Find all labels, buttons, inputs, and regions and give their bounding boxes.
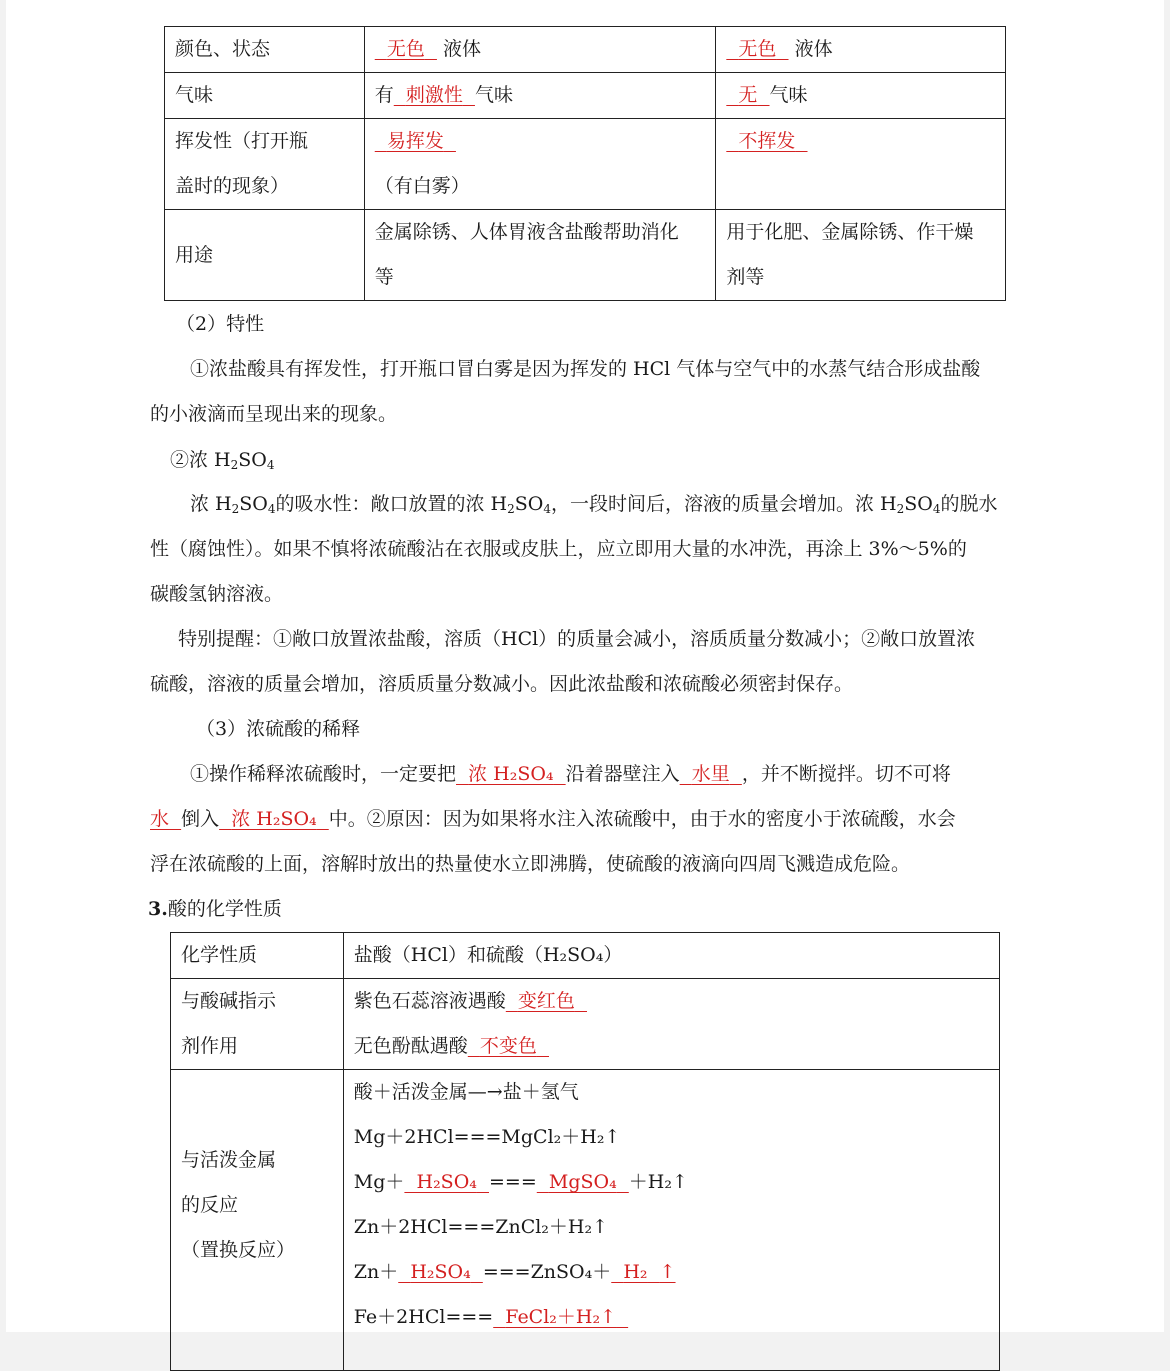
equation: Mg＋2HCl===MgCl₂＋H₂↑ bbox=[353, 1126, 621, 1148]
document-page bbox=[6, 0, 1164, 1332]
paragraph-line: 浮在浓硫酸的上面，溶解时放出的热量使水立即沸腾，使硫酸的液滴向四周飞溅造成危险。 bbox=[150, 853, 911, 875]
acid-properties-table bbox=[164, 26, 1006, 301]
answer-blank: 水 bbox=[150, 808, 170, 830]
paragraph-line: 性（腐蚀性）。如果不慎将浓硫酸沾在衣服或皮肤上，应立即用大量的水冲洗，再涂上 3%～5%的 bbox=[150, 538, 967, 560]
answer-blank: 变红色 bbox=[517, 990, 575, 1012]
table-row bbox=[165, 27, 1006, 73]
paragraph-line: 的小液滴而呈现出来的现象。 bbox=[150, 403, 398, 425]
table-row bbox=[171, 933, 1000, 979]
answer-blank: 无 bbox=[738, 84, 758, 106]
equation: 酸＋活泼金属—→盐＋氢气 bbox=[353, 1081, 579, 1103]
row-label: 用途 bbox=[165, 210, 365, 301]
table-row bbox=[165, 210, 1006, 301]
paragraph-line: 水 倒入 浓 H₂SO₄ 中。②原因：因为如果将水注入浓硫酸中，由于水的密度小于浓硫酸，水会 bbox=[150, 808, 956, 830]
answer-blank: MgSO₄ bbox=[548, 1171, 617, 1193]
row-label: 颜色、状态 bbox=[165, 27, 365, 73]
answer-blank: 无色 bbox=[386, 38, 425, 60]
answer-blank: 浓 H₂SO₄ bbox=[468, 763, 554, 785]
answer-blank: H₂ bbox=[623, 1261, 648, 1283]
sub-heading: ②浓 $H_2SO_4$ bbox=[170, 449, 275, 472]
answer-blank: 易挥发 bbox=[386, 130, 444, 152]
header-cell: 盐酸（HCl）和硫酸（H₂SO₄） bbox=[343, 933, 999, 979]
hcl-cell: 无色 液体 bbox=[364, 27, 716, 73]
row-label: 与活泼金属 的反应 （置换反应） bbox=[171, 1070, 344, 1371]
h2so4-cell: 无 气味 bbox=[716, 73, 1006, 119]
answer-blank: H₂SO₄ bbox=[410, 1261, 471, 1283]
table-row bbox=[165, 119, 1006, 210]
equation: Fe＋2HCl=== FeCl₂＋H₂↑ bbox=[354, 1295, 989, 1340]
row-label: 与酸碱指示 剂作用 bbox=[171, 979, 344, 1070]
paragraph-line: 碳酸氢钠溶液。 bbox=[150, 583, 284, 605]
answer-blank: 不挥发 bbox=[738, 130, 796, 152]
header-cell: 化学性质 bbox=[171, 933, 344, 979]
section-heading: （3）浓硫酸的稀释 bbox=[196, 718, 361, 740]
row-label: 挥发性（打开瓶 盖时的现象） bbox=[165, 119, 365, 210]
section-heading: （2）特性 bbox=[176, 313, 265, 335]
row-label: 气味 bbox=[165, 73, 365, 119]
paragraph-line: 硫酸，溶液的质量会增加，溶质质量分数减小。因此浓盐酸和浓硫酸必须密封保存。 bbox=[150, 673, 854, 695]
equation: Zn＋ H₂SO₄ ===ZnSO₄＋ H₂ ↑ bbox=[353, 1261, 676, 1283]
answer-blank: 浓 H₂SO₄ bbox=[231, 808, 317, 830]
hcl-cell: 易挥发 （有白雾） bbox=[364, 119, 716, 210]
answer-blank: FeCl₂＋H₂↑ bbox=[505, 1306, 617, 1328]
answer-blank: 无色 bbox=[738, 38, 777, 60]
equation: Mg＋ H₂SO₄ === MgSO₄ ＋H₂↑ bbox=[353, 1171, 688, 1193]
answer-blank: 不变色 bbox=[479, 1035, 537, 1057]
hcl-cell: 有 刺激性 气味 bbox=[364, 73, 716, 119]
content-cell: 紫色石蕊溶液遇酸 变红色 无色酚酞遇酸 不变色 bbox=[343, 979, 999, 1070]
h2so4-cell: 用于化肥、金属除锈、作干燥 剂等 bbox=[716, 210, 1006, 301]
paragraph-line: ①操作稀释浓硫酸时，一定要把 浓 H₂SO₄ 沿着器壁注入 水里 ，并不断搅拌。切不可将 bbox=[190, 763, 951, 785]
paragraph-line: 浓 $H_2SO_4$的吸水性：敞口放置的浓 $H_2SO_4$，一段时间后，溶液的质量会增加。浓 $H_2SO_4$的脱水 bbox=[190, 493, 998, 516]
table-row bbox=[171, 1070, 1000, 1371]
answer-blank: 水里 bbox=[691, 763, 730, 785]
content-cell bbox=[343, 1070, 999, 1371]
part-heading: 3.酸的化学性质 bbox=[148, 898, 282, 920]
equation: Zn＋2HCl===ZnCl₂＋H₂↑ bbox=[353, 1216, 609, 1238]
paragraph-line: ①浓盐酸具有挥发性，打开瓶口冒白雾是因为挥发的 HCl 气体与空气中的水蒸气结合形成盐酸 bbox=[190, 358, 981, 380]
answer-blank: 刺激性 bbox=[405, 84, 463, 106]
table-row bbox=[171, 979, 1000, 1070]
paragraph-line: 特别提醒：①敞口放置浓盐酸，溶质（HCl）的质量会减小，溶质质量分数减小；②敞口放置浓 bbox=[178, 628, 976, 650]
h2so4-cell: 无色 液体 bbox=[716, 27, 1006, 73]
h2so4-cell bbox=[716, 119, 1006, 210]
answer-blank: H₂SO₄ bbox=[416, 1171, 477, 1193]
table-row bbox=[165, 73, 1006, 119]
hcl-cell: 金属除锈、人体胃液含盐酸帮助消化 等 bbox=[364, 210, 716, 301]
acid-chemical-properties-table bbox=[170, 932, 1000, 1371]
